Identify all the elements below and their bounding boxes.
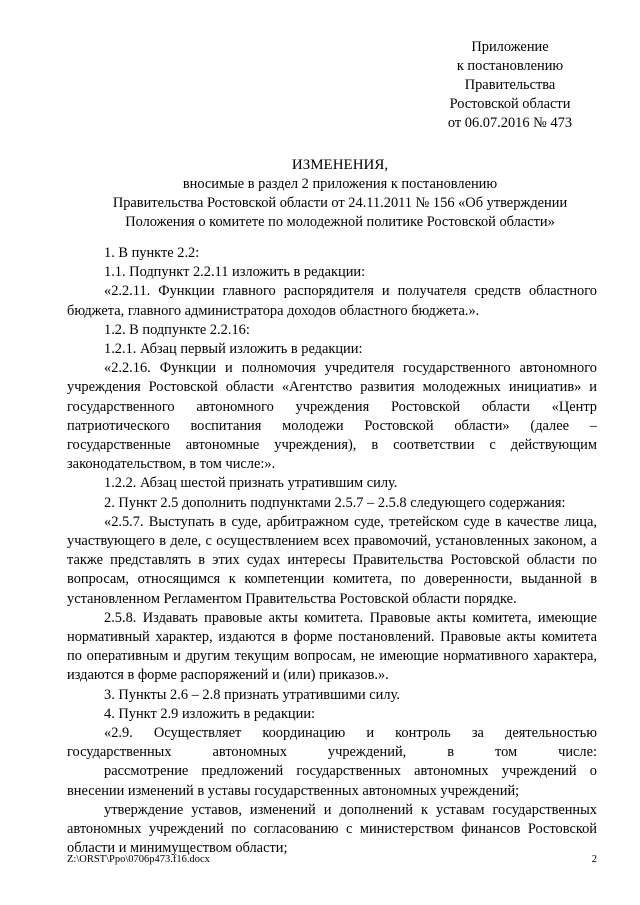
paragraph-2-9: «2.9. Осуществляет координацию и контроль за деятельностью государственных автономных учреждений, в том числе:	[67, 725, 597, 761]
paragraph-3: 3. Пункты 2.6 – 2.8 признать утратившими силу.	[104, 686, 400, 703]
paragraph-2-2-16: «2.2.16. Функции и полномочия учредителя государственного автономного учреждения Ростовской области «Агентство развития молодежных инициатив» и государственного автономного учреждения Ростовской области «Центр патриотического воспитания молодежи Ростовской области» (далее – государственные автономные учреждения), в соответствии с действующим законодательством, в том числе:».	[67, 360, 597, 473]
annex-line-5: от 06.07.2016 № 473	[447, 115, 573, 131]
paragraph-2-2-11: «2.2.11. Функции главного распорядителя и получателя средств областного бюджета, главного администратора доходов областного бюджета.».	[67, 283, 597, 319]
paragraph-1-1: 1.1. Подпункт 2.2.11 изложить в редакции:	[104, 264, 366, 281]
paragraph-2: 2. Пункт 2.5 дополнить подпунктами 2.5.7 – 2.5.8 следующего содержания:	[104, 494, 566, 511]
paragraph-4: 4. Пункт 2.9 изложить в редакции:	[104, 705, 316, 722]
paragraph-1: 1. В пункте 2.2:	[104, 245, 200, 261]
title-heading: ИЗМЕНЕНИЯ,	[291, 157, 389, 173]
page-number: 2	[591, 854, 597, 865]
file-path: Z:\ORST\Ppo\0706p473.f16.docx	[67, 854, 210, 865]
title-line-4: Положения о комитете по молодежной политике Ростовской области»	[125, 214, 555, 230]
paragraph-1-2-2: 1.2.2. Абзац шестой признать утратившим силу.	[104, 475, 398, 492]
paragraph-2-5-7: «2.5.7. Выступать в суде, арбитражном суде, третейском суде в качестве лица, участвующего в деле, с осуществлением всех правомочий, установленных законом, а также представлять в этих судах интересы Правительства Ростовской области по вопросам, относящимся к компетенции комитета, по доверенности, выданной в установленном Регламентом Правительства Ростовской области порядке.	[67, 513, 597, 607]
paragraph-1-2-1: 1.2.1. Абзац первый изложить в редакции:	[104, 341, 363, 358]
document-title	[60, 156, 620, 232]
paragraph-1-2: 1.2. В подпункте 2.2.16:	[104, 321, 250, 338]
title-line-2: вносимые в раздел 2 приложения к постановлению	[182, 176, 498, 192]
title-line-3: Правительства Ростовской области от 24.11.2011 № 156 «Об утверждении	[112, 195, 568, 211]
annex-line-2: к постановлению	[456, 58, 564, 74]
annex-line-1: Приложение	[471, 39, 549, 55]
annex-line-4: Ростовской области	[449, 96, 571, 112]
paragraph-2-9-item-1: рассмотрение предложений государственных автономных учреждений о внесении изменений в уставы государственных автономных учреждений;	[67, 763, 597, 799]
annex-header	[400, 38, 620, 133]
document-body	[67, 244, 597, 859]
paragraph-2-5-8: 2.5.8. Издавать правовые акты комитета. Правовые акты комитета, имеющие нормативный характер, издаются в форме постановлений. Правовые акты комитета по оперативным и другим текущим вопросам, не имеющие нормативного характера, издаются в форме распоряжений и (или) приказов.».	[67, 609, 597, 684]
annex-line-3: Правительства	[464, 77, 556, 93]
paragraph-2-9-item-2: утверждение уставов, изменений и дополнений к уставам государственных автономных учреждений по согласованию с министерством финансов Ростовской области и минимуществом области;	[67, 801, 597, 857]
